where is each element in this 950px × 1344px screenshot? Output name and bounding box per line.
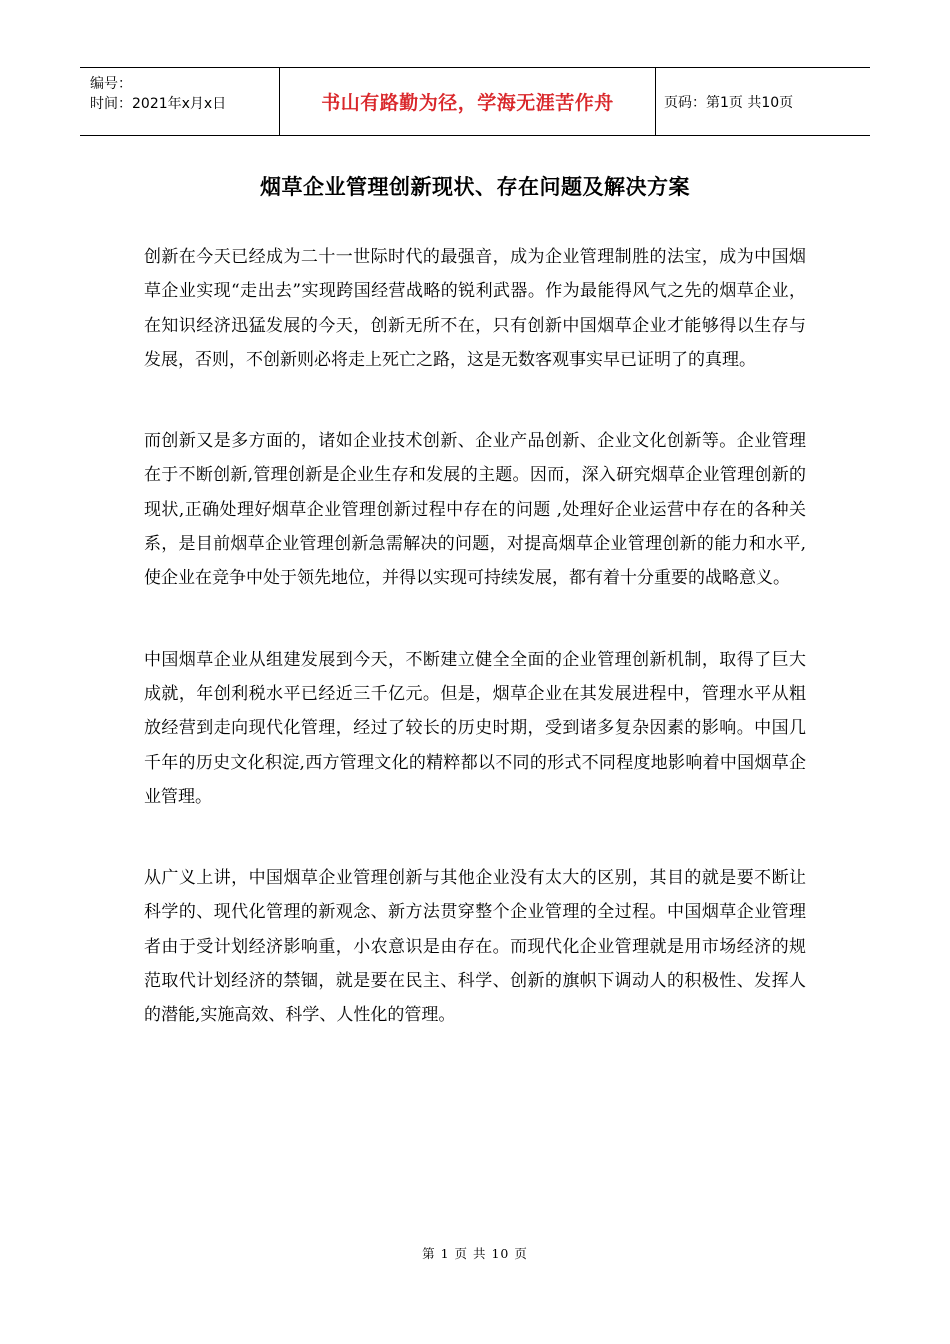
document-body (144, 240, 806, 1080)
header-motto-cell (280, 68, 656, 135)
page-info: 页码：第1页 共10页 (664, 94, 794, 111)
header-meta-cell (80, 68, 280, 135)
paragraph: 中国烟草企业从组建发展到今天，不断建立健全全面的企业管理创新机制，取得了巨大成就，年创利税水平已经近三千亿元。但是，烟草企业在其发展进程中，管理水平从粗放经营到走向现代化管理，经过了较长的历史时期，受到诸多复杂因素的影响。中国几千年的历史文化积淀,西方管理文化的精粹都以不同的形式不同程度地影响着中国烟草企业管理。 (144, 649, 806, 807)
document-header (80, 67, 870, 136)
paragraph: 创新在今天已经成为二十一世际时代的最强音，成为企业管理制胜的法宝，成为中国烟草企业实现“走出去”实现跨国经营战略的锐利武器。作为最能得风气之先的烟草企业，在知识经济迅猛发展的今天，创新无所不在，只有创新中国烟草企业才能够得以生存与发展，否则，不创新则必将走上死亡之路，这是无数客观事实早已证明了的真理。 (144, 247, 806, 370)
document-title: 烟草企业管理创新现状、存在问题及解决方案 (260, 175, 690, 199)
date-label: 时间：2021年x月x日 (90, 96, 227, 112)
motto-text: 书山有路勤为径，学海无涯苦作舟 (321, 92, 614, 114)
header-page-cell (656, 68, 870, 135)
number-label: 编号： (90, 76, 132, 92)
page-footer: 第 1 页 共 10 页 (422, 1246, 528, 1261)
paragraph: 从广义上讲，中国烟草企业管理创新与其他企业没有太大的区别，其目的就是要不断让科学的、现代化管理的新观念、新方法贯穿整个企业管理的全过程。中国烟草企业管理者由于受计划经济影响重，小农意识是由存在。而现代化企业管理就是用市场经济的规范取代计划经济的禁锢，就是要在民主、科学、创新的旗帜下调动人的积极性、发挥人的潜能,实施高效、科学、人性化的管理。 (144, 868, 806, 1026)
paragraph: 而创新又是多方面的，诸如企业技术创新、企业产品创新、企业文化创新等。企业管理在于不断创新,管理创新是企业生存和发展的主题。因而，深入研究烟草企业管理创新的现状,正确处理好烟草企业管理创新过程中存在的问题 ,处理好企业运营中存在的各种关系，是目前烟草企业管理创新急需解决的问题，对提高烟草企业管理创新的能力和水平,使企业在竞争中处于领先地位，并得以实现可持续发展，都有着十分重要的战略意义。 (144, 431, 806, 589)
